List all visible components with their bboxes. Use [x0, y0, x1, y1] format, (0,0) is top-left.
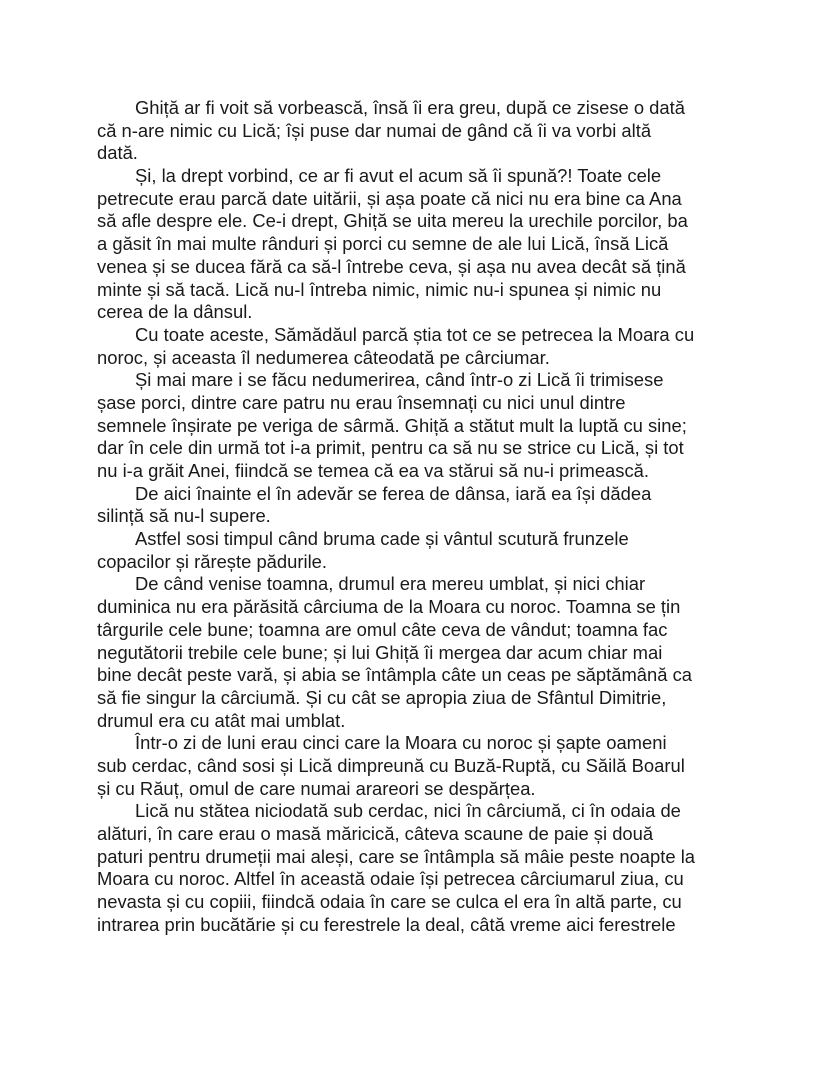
- text-line: să fie singur la cârciumă. Și cu cât se apropia ziua de Sfântul Dimitrie,: [97, 686, 667, 708]
- text-line: dar în cele din urmă tot i-a primit, pentru ca să nu se strice cu Lică, și tot: [97, 437, 684, 459]
- text-line: intrarea prin bucătărie și cu ferestrele la deal, câtă vreme aici ferestrele: [97, 913, 676, 935]
- document-page: [97, 97, 747, 936]
- text-line: Lică nu stătea niciodată sub cerdac, nici în cârciumă, ci în odaia de: [135, 800, 681, 822]
- document-body: [97, 97, 747, 936]
- paragraph: [97, 165, 747, 324]
- text-line: cerea de la dânsul.: [97, 301, 253, 323]
- text-line: drumul era cu atât mai umblat.: [97, 709, 346, 731]
- paragraph: [97, 97, 747, 165]
- text-line: paturi pentru drumeții mai aleși, care se întâmpla să mâie peste noapte la: [97, 845, 696, 867]
- text-line: minte și să tacă. Lică nu-l întreba nimic, nimic nu-i spunea și nimic nu: [97, 278, 662, 300]
- text-line: nevasta și cu copiii, fiindcă odaia în care se culca el era în altă parte, cu: [97, 891, 682, 913]
- text-line: să afle despre ele. Ce-i drept, Ghiță se uita mereu la urechile porcilor, ba: [97, 210, 688, 232]
- text-line: silință să nu-l supere.: [97, 505, 271, 527]
- paragraph: [97, 732, 747, 800]
- paragraph: [97, 369, 747, 482]
- paragraph: [97, 573, 747, 732]
- text-line: noroc, și aceasta îl nedumerea câteodată pe cârciumar.: [97, 346, 550, 368]
- text-line: bine decât peste vară, și abia se întâmpla câte un ceas pe săptămână ca: [97, 664, 693, 686]
- text-line: copacilor și rărește pădurile.: [97, 550, 327, 572]
- text-line: duminica nu era părăsită cârciuma de la Moara cu noroc. Toamna se țin: [97, 596, 681, 618]
- text-line: sub cerdac, când sosi și Lică dimpreună cu Buză-Ruptă, cu Săilă Boarul: [97, 754, 685, 776]
- text-line: că n-are nimic cu Lică; își puse dar numai de gând că îi va vorbi altă: [97, 119, 652, 141]
- text-line: semnele înșirate pe veriga de sârmă. Ghiță a stătut mult la luptă cu sine;: [97, 414, 687, 436]
- text-line: dată.: [97, 142, 138, 164]
- text-line: a găsit în mai multe rânduri și porci cu semne de ale lui Lică, însă Lică: [97, 233, 669, 255]
- text-line: De aici înainte el în adevăr se ferea de dânsa, iară ea își dădea: [135, 482, 652, 504]
- paragraph: [97, 483, 747, 528]
- paragraph: [97, 324, 747, 369]
- text-line: venea și se ducea fără ca să-l întrebe ceva, și așa nu avea decât să țină: [97, 255, 686, 277]
- text-line: negutătorii trebile cele bune; și lui Ghiță îi mergea dar acum chiar mai: [97, 641, 663, 663]
- paragraph: [97, 528, 747, 573]
- paragraph: [97, 800, 747, 936]
- text-line: alături, în care erau o masă măricică, câteva scaune de paie și două: [97, 823, 654, 844]
- text-line: Cu toate aceste, Sămădăul parcă știa tot ce se petrecea la Moara cu: [135, 323, 695, 345]
- text-line: nu i-a grăit Anei, fiindcă se temea că ea va stărui să nu-i primească.: [97, 460, 649, 481]
- text-line: Și mai mare i se făcu nedumerirea, când într-o zi Lică îi trimisese: [135, 369, 664, 391]
- text-line: Astfel sosi timpul când bruma cade și vântul scutură frunzele: [135, 528, 629, 550]
- text-line: târgurile cele bune; toamna are omul câte ceva de vândut; toamna fac: [97, 618, 668, 640]
- text-line: și cu Răuț, omul de care numai arareori se despărțea.: [97, 777, 536, 799]
- text-line: Moara cu noroc. Altfel în această odaie își petrecea cârciumarul ziua, cu: [97, 868, 684, 890]
- text-line: șase porci, dintre care patru nu erau însemnați cu nici unul dintre: [97, 391, 626, 413]
- text-line: Ghiță ar fi voit să vorbească, însă îi era greu, după ce zisese o dată: [135, 97, 685, 118]
- text-line: De când venise toamna, drumul era mereu umblat, și nici chiar: [135, 573, 646, 595]
- text-line: petrecute erau parcă date uitării, și așa poate că nici nu era bine ca Ana: [97, 187, 682, 209]
- text-line: Într-o zi de luni erau cinci care la Moara cu noroc și șapte oameni: [135, 732, 667, 754]
- text-line: Și, la drept vorbind, ce ar fi avut el acum să îi spună?! Toate cele: [135, 165, 662, 187]
